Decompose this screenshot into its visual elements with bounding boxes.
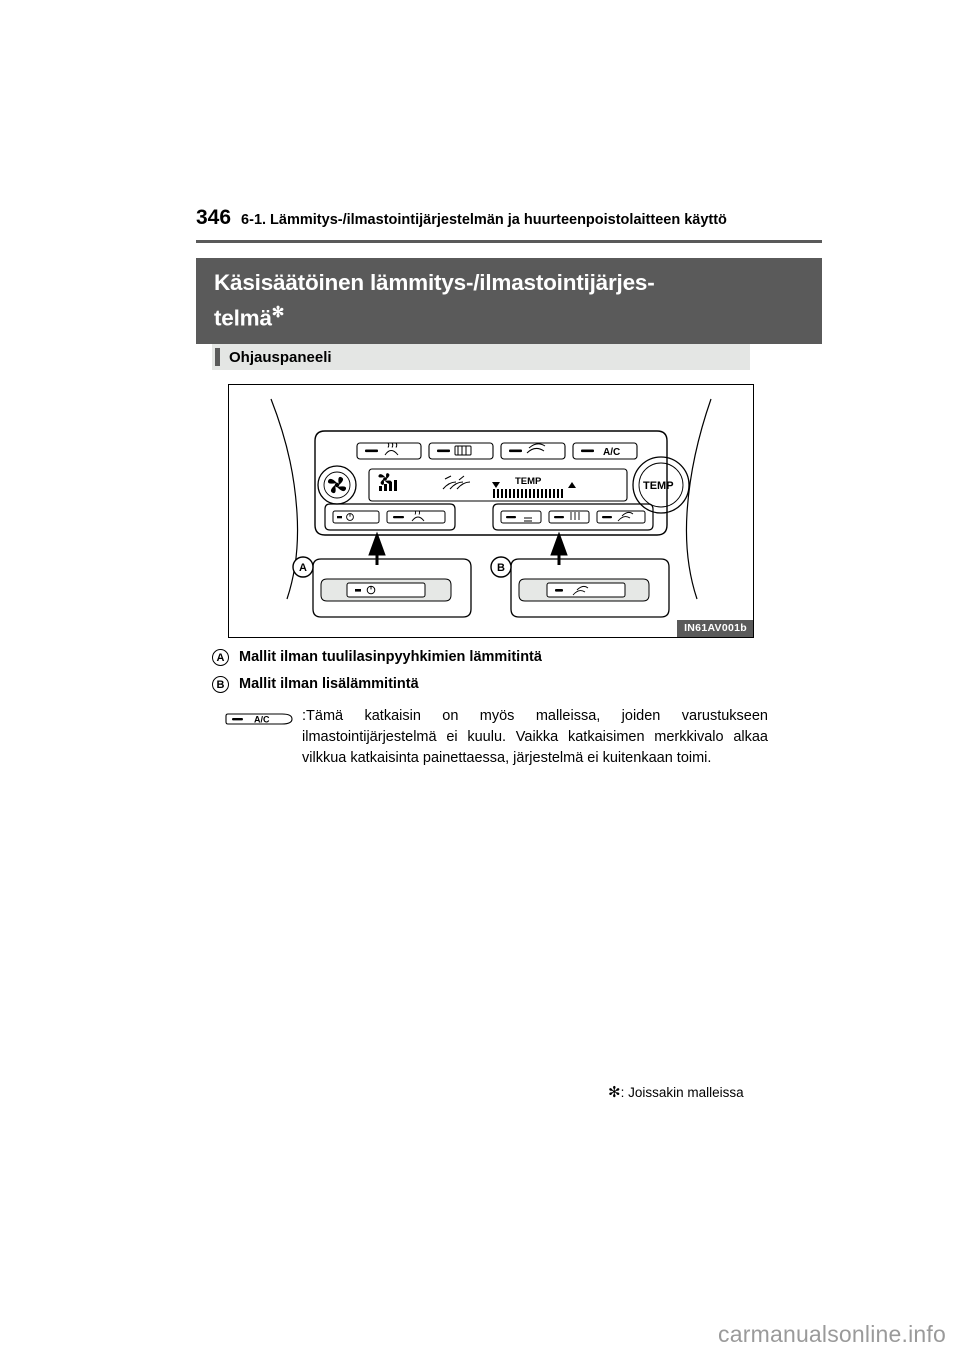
callout-label-a: Mallit ilman tuulilasinpyyhkimien lämmitintä bbox=[239, 649, 542, 665]
callout-item-b bbox=[212, 675, 772, 693]
detail-box-a bbox=[313, 559, 471, 617]
callout-item-a bbox=[212, 648, 772, 666]
ac-switch-icon bbox=[224, 708, 296, 730]
svg-text:A/C: A/C bbox=[254, 714, 270, 725]
note-text: :Tämä katkaisin on myös malleissa, joiden varustukseen ilmastointijärjestelmä ei kuulu. Vaikka katkaisimen merkkivalo alkaa vilkkua katkaisinta painettaessa, järjestelmä ei kuitenkaan toimi. bbox=[302, 708, 768, 766]
callout-list bbox=[212, 648, 772, 702]
figure-callout-a bbox=[293, 557, 313, 577]
section-heading-label: Ohjauspaneeli bbox=[229, 348, 332, 366]
airflow-mode-icon bbox=[443, 476, 470, 489]
svg-text:A: A bbox=[299, 562, 307, 574]
header-divider bbox=[196, 240, 822, 243]
header-section-title: 6-1. Lämmitys-/ilmastointijärjestelmän ja huurteenpoistolaitteen käyttö bbox=[241, 212, 727, 228]
svg-text:B: B bbox=[497, 562, 505, 574]
page-header bbox=[196, 206, 822, 230]
temp-slider bbox=[492, 476, 576, 498]
page-number: 346 bbox=[196, 206, 232, 229]
chapter-title-line1: Käsisäätöinen lämmitys-/ilmastointijärjes- bbox=[214, 270, 655, 295]
footnote-text: : Joissakin malleissa bbox=[620, 1085, 744, 1100]
control-panel-illustration bbox=[228, 384, 754, 638]
chapter-title-line2: telmä bbox=[214, 305, 272, 331]
temp-knob bbox=[633, 457, 689, 513]
footnote bbox=[608, 1083, 744, 1101]
footnote-asterisk: ✻ bbox=[608, 1084, 621, 1101]
temp-scale-label: TEMP bbox=[515, 476, 542, 487]
chapter-title-band bbox=[196, 258, 822, 344]
fan-icon bbox=[328, 477, 346, 493]
figure-id-label: IN61AV001b bbox=[677, 620, 753, 637]
callout-label-b: Mallit ilman lisälämmitintä bbox=[239, 676, 419, 692]
note-block bbox=[224, 706, 772, 769]
ac-button-label: A/C bbox=[603, 447, 621, 458]
detail-box-b bbox=[511, 559, 669, 617]
control-panel-drawing bbox=[229, 385, 753, 637]
section-heading-bar bbox=[212, 344, 750, 370]
callout-marker-a: A bbox=[212, 649, 229, 666]
fan-level-indicator bbox=[378, 473, 397, 491]
callout-marker-b: B bbox=[212, 676, 229, 693]
section-tick-marker bbox=[215, 348, 220, 366]
temp-knob-label: TEMP bbox=[643, 480, 674, 492]
chapter-title-asterisk: ✻ bbox=[271, 304, 285, 321]
figure-callout-b bbox=[491, 557, 511, 577]
site-watermark: carmanualsonline.info bbox=[718, 1321, 946, 1347]
